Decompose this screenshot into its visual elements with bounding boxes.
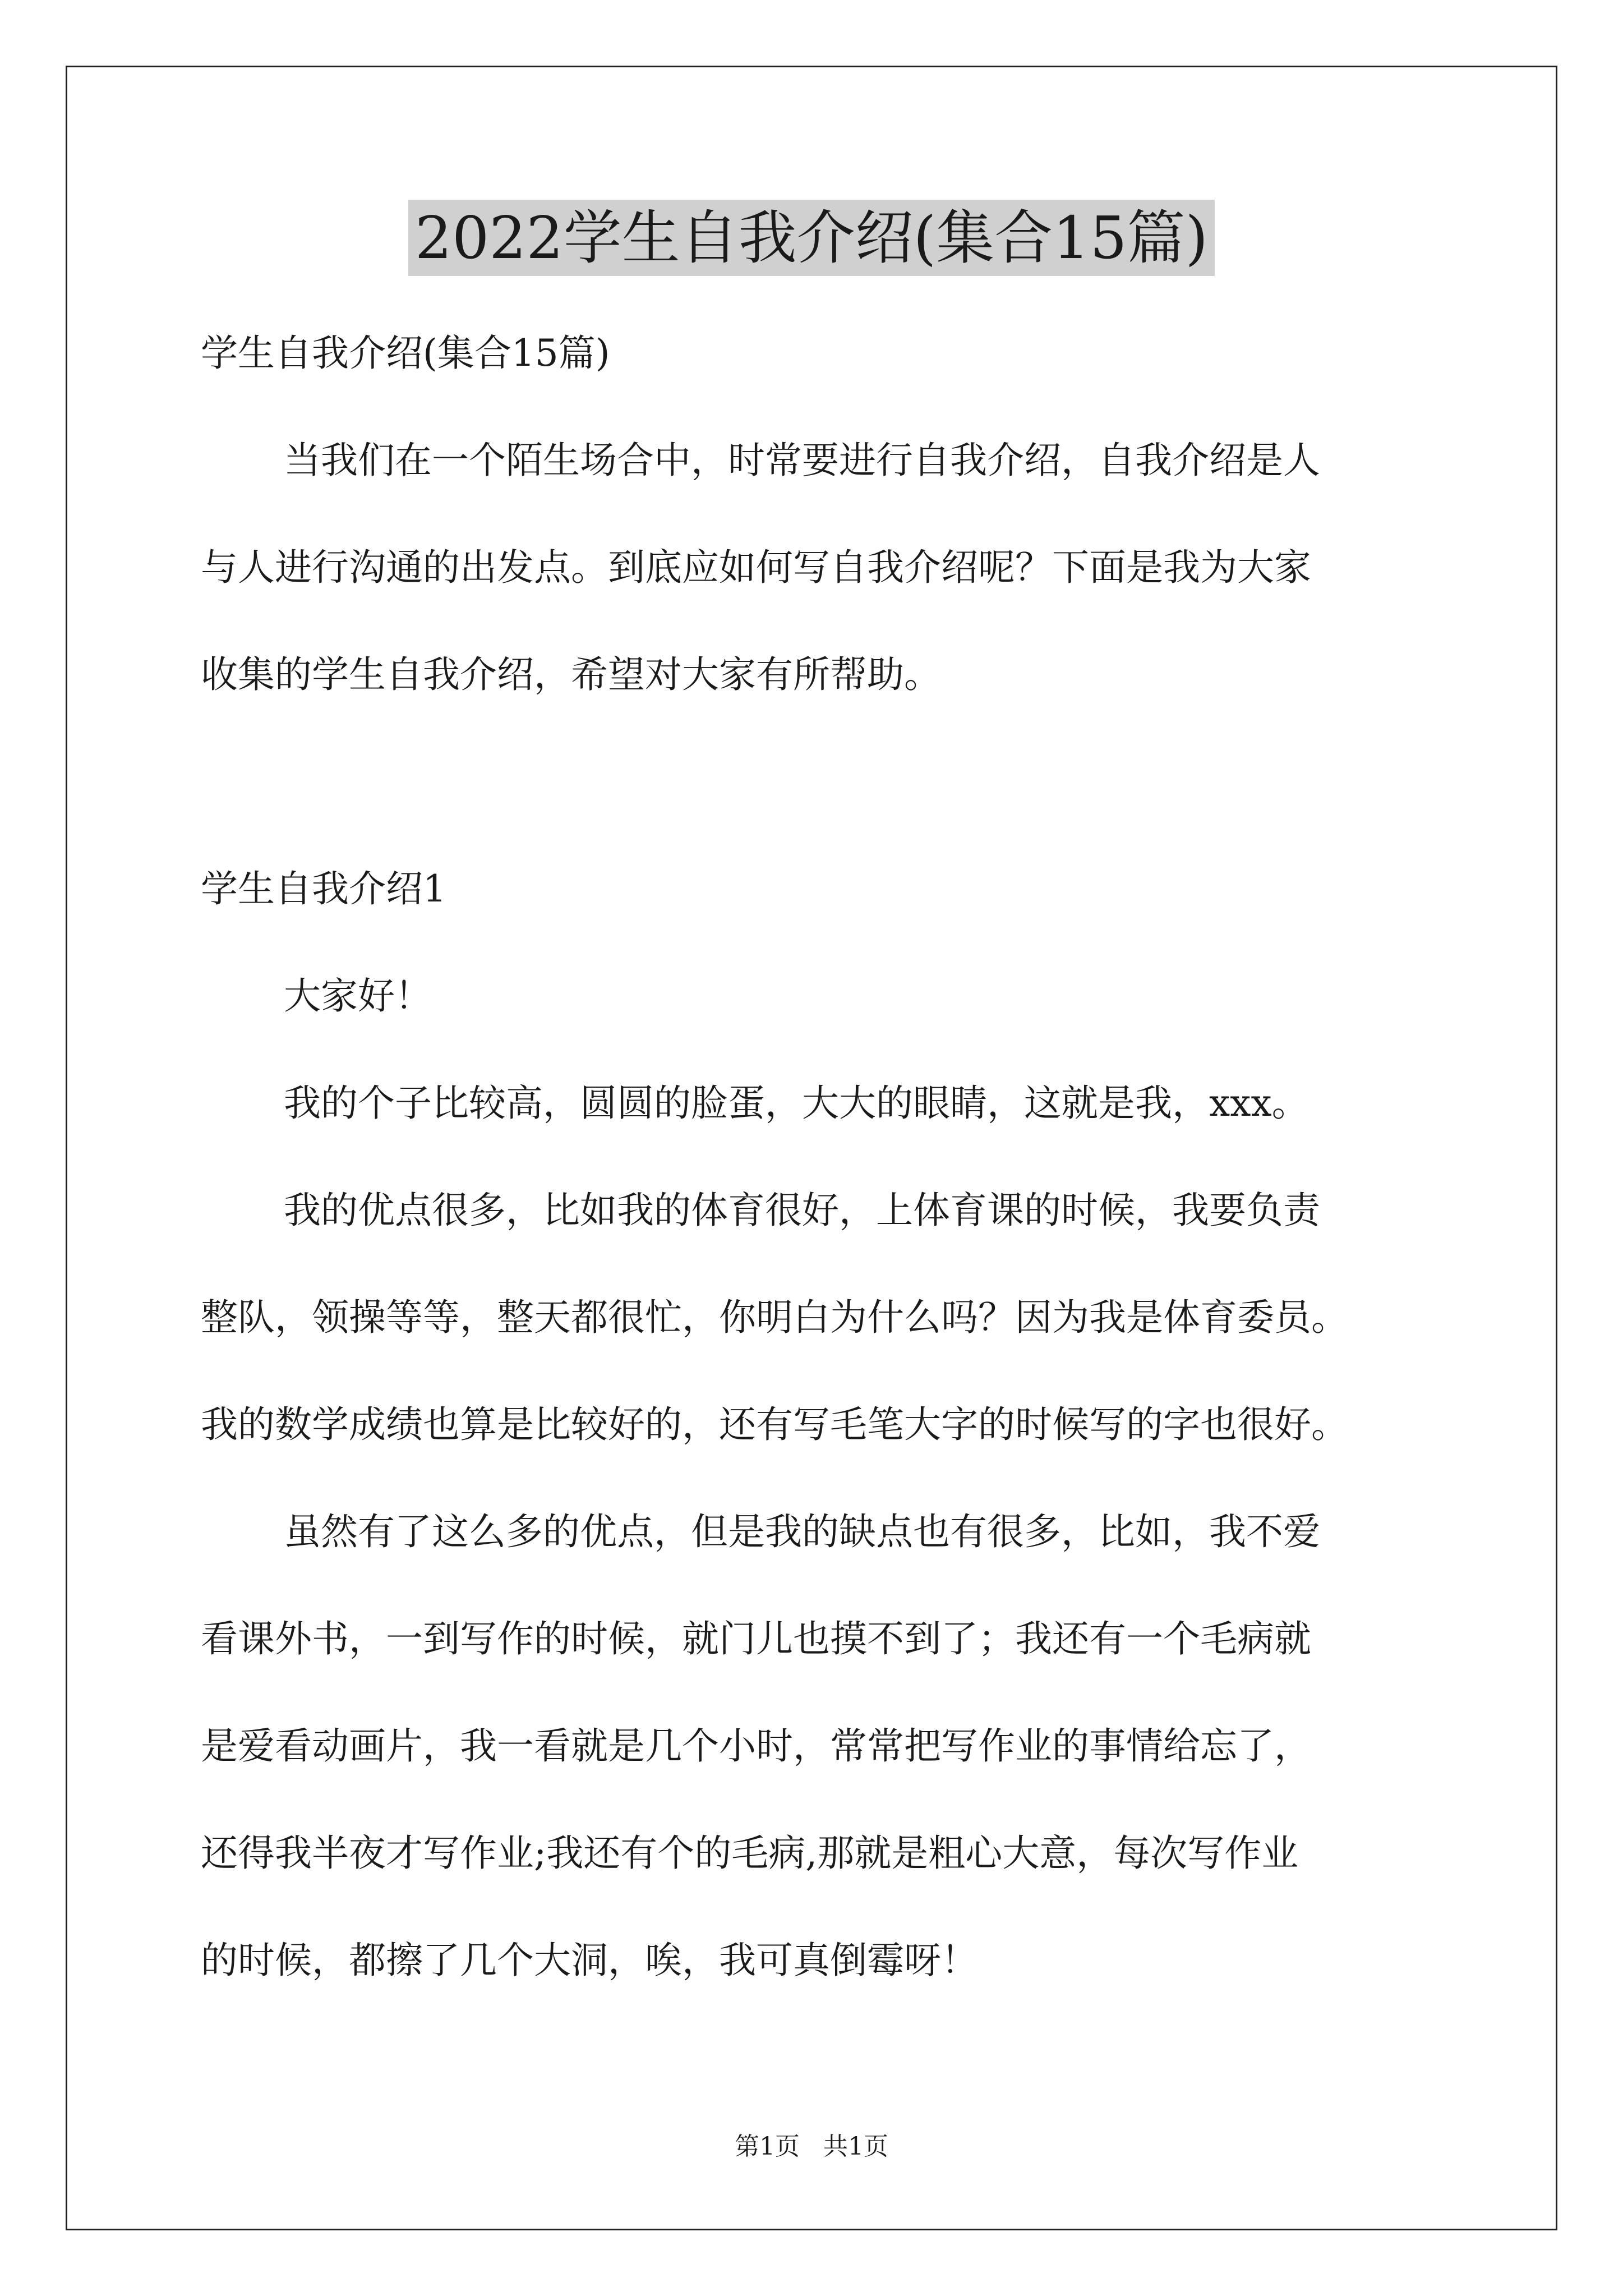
body-paragraph-line: 大家好！ — [284, 974, 432, 1018]
body-paragraph-line: 我的数学成绩也算是比较好的，还有写毛笔大字的时候写的字也很好。 — [201, 1403, 1348, 1446]
body-paragraph-line: 我的个子比较高，圆圆的脸蛋，大大的眼睛，这就是我，xxx。 — [284, 1082, 1309, 1125]
intro-paragraph-line: 当我们在一个陌生场合中，时常要进行自我介绍，自我介绍是人 — [284, 439, 1320, 482]
body-paragraph-line: 还得我半夜才写作业;我还有个的毛病,那就是粗心大意，每次写作业 — [201, 1832, 1299, 1875]
title-container — [0, 200, 1623, 276]
body-paragraph-line: 我的优点很多，比如我的体育很好，上体育课的时候，我要负责 — [284, 1189, 1320, 1232]
intro-paragraph-line: 收集的学生自我介绍，希望对大家有所帮助。 — [201, 653, 941, 696]
body-paragraph-line: 虽然有了这么多的优点，但是我的缺点也有很多，比如，我不爱 — [284, 1510, 1320, 1553]
body-paragraph-line: 整队，领操等等，整天都很忙，你明白为什么吗？因为我是体育委员。 — [201, 1296, 1348, 1339]
body-paragraph-line: 的时候，都擦了几个大洞，唉，我可真倒霉呀！ — [201, 1939, 978, 1982]
subtitle: 学生自我介绍(集合15篇) — [201, 332, 610, 375]
body-paragraph-line: 是爱看动画片，我一看就是几个小时，常常把写作业的事情给忘了， — [201, 1724, 1311, 1768]
body-paragraph-line: 看课外书，一到写作的时候，就门儿也摸不到了；我还有一个毛病就 — [201, 1617, 1311, 1660]
section-body — [201, 942, 1423, 2014]
section-spacer — [201, 728, 1423, 835]
intro-paragraph-line: 与人进行沟通的出发点。到底应如何写自我介绍呢？下面是我为大家 — [201, 546, 1311, 589]
document-title: 2022学生自我介绍(集合15篇) — [408, 200, 1215, 276]
section-heading: 学生自我介绍1 — [201, 867, 446, 910]
page-footer: 第1页 共1页 — [735, 2132, 888, 2161]
document-body — [201, 300, 1423, 2014]
